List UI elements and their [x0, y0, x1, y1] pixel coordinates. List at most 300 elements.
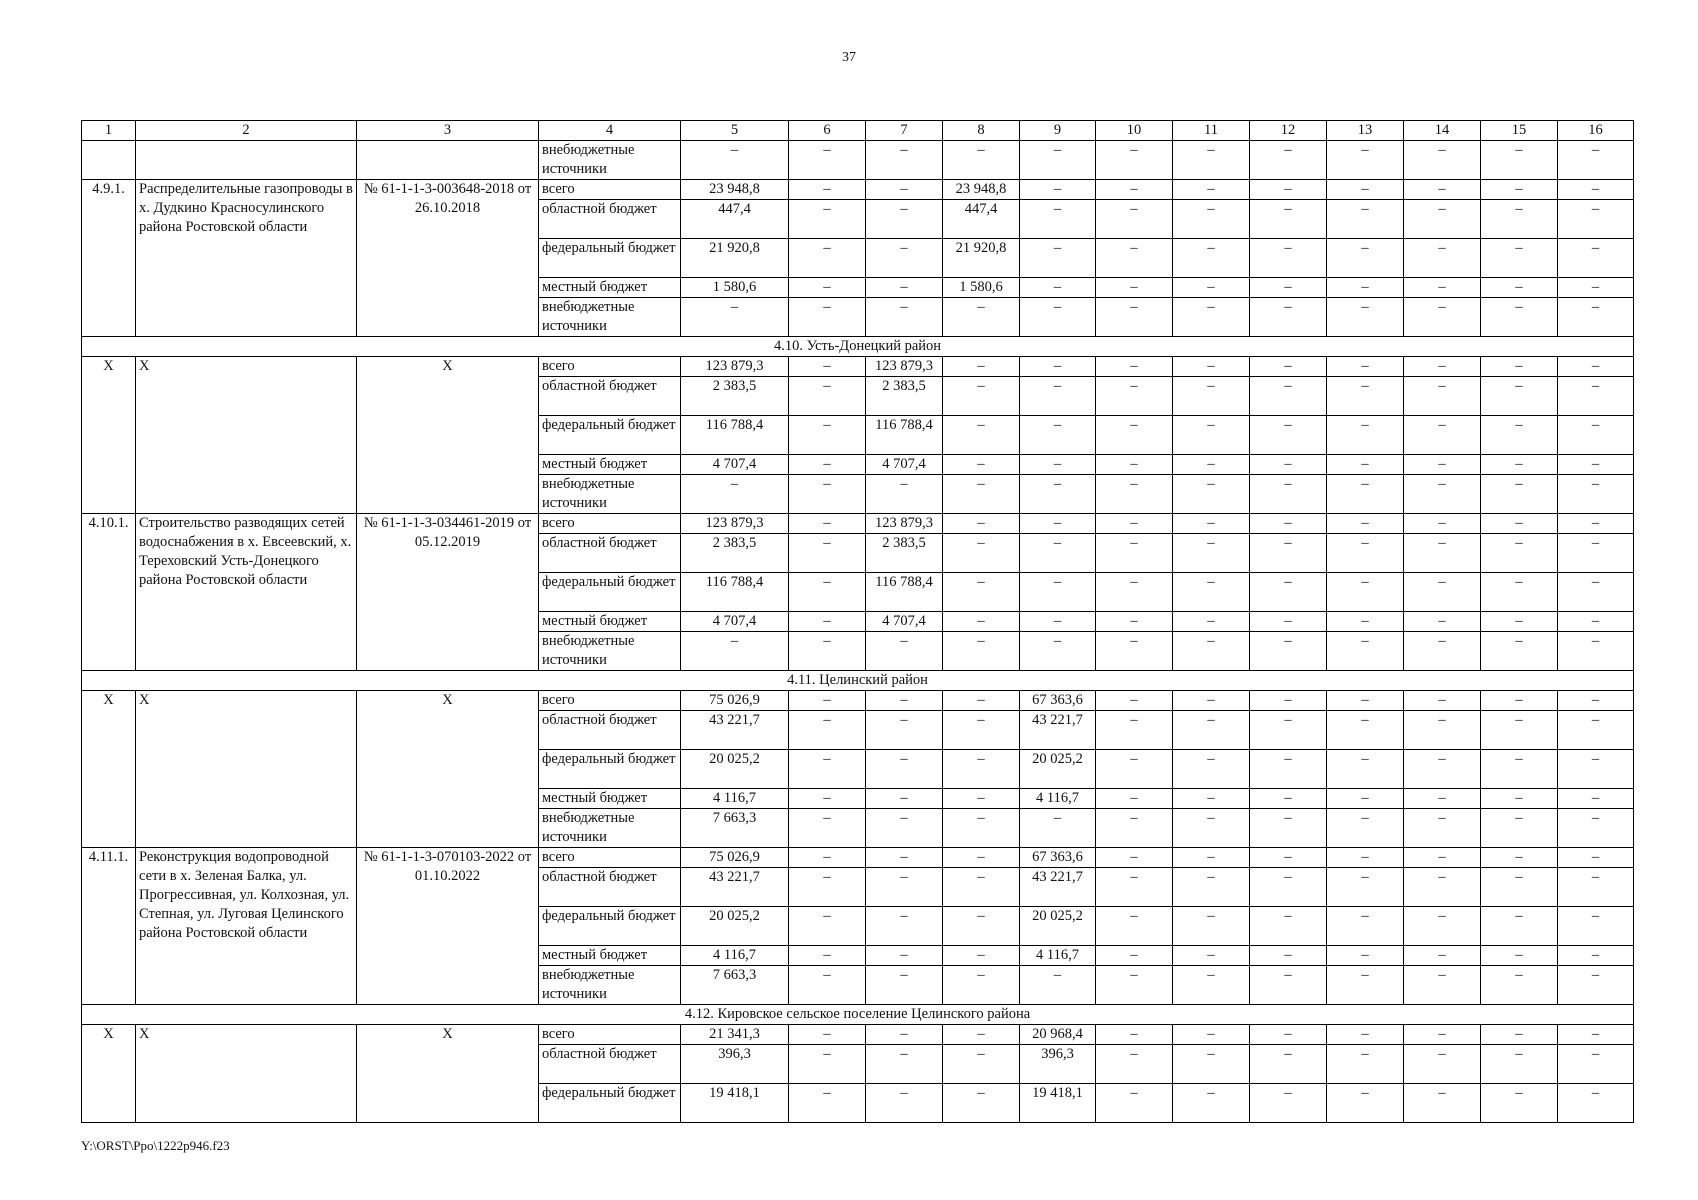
value-cell: –	[1327, 475, 1404, 514]
value-cell: –	[1020, 809, 1096, 848]
value-cell: –	[1558, 946, 1634, 966]
value-cell: –	[1481, 848, 1558, 868]
value-cell: –	[1096, 868, 1173, 907]
value-cell: –	[1481, 868, 1558, 907]
value-cell: –	[943, 475, 1020, 514]
value-cell: –	[1404, 711, 1481, 750]
value-cell: –	[1096, 750, 1173, 789]
value-cell: –	[1558, 1025, 1634, 1045]
value-cell: –	[1250, 278, 1327, 298]
value-cell: 7 663,3	[681, 809, 789, 848]
table-row	[82, 514, 1634, 534]
value-cell: 2 383,5	[681, 534, 789, 573]
value-cell: –	[1173, 750, 1250, 789]
value-cell: –	[1173, 278, 1250, 298]
value-cell: –	[1020, 514, 1096, 534]
value-cell: –	[943, 534, 1020, 573]
value-cell: 2 383,5	[866, 534, 943, 573]
funding-source: всего	[539, 357, 681, 377]
value-cell: –	[1250, 1025, 1327, 1045]
value-cell: –	[789, 1045, 866, 1084]
value-cell: –	[1096, 711, 1173, 750]
value-cell: –	[789, 809, 866, 848]
item-number: X	[82, 691, 136, 848]
value-cell: –	[789, 1025, 866, 1045]
value-cell: –	[866, 1084, 943, 1123]
funding-source: местный бюджет	[539, 455, 681, 475]
value-cell: –	[789, 1084, 866, 1123]
value-cell: –	[1327, 750, 1404, 789]
value-cell: –	[1020, 200, 1096, 239]
value-cell: –	[1481, 612, 1558, 632]
value-cell: –	[1481, 907, 1558, 946]
value-cell: –	[1173, 239, 1250, 278]
value-cell: –	[1250, 691, 1327, 711]
value-cell: –	[789, 789, 866, 809]
value-cell: 67 363,6	[1020, 848, 1096, 868]
value-cell: –	[1481, 357, 1558, 377]
value-cell: –	[1096, 691, 1173, 711]
value-cell: 20 968,4	[1020, 1025, 1096, 1045]
value-cell: –	[866, 750, 943, 789]
column-number: 16	[1558, 121, 1634, 141]
value-cell: –	[866, 278, 943, 298]
value-cell: –	[1250, 534, 1327, 573]
value-cell: –	[1096, 1025, 1173, 1045]
column-number: 10	[1096, 121, 1173, 141]
value-cell: –	[943, 514, 1020, 534]
value-cell: –	[1481, 514, 1558, 534]
funding-source: областной бюджет	[539, 200, 681, 239]
value-cell: –	[1250, 416, 1327, 455]
value-cell: –	[1020, 377, 1096, 416]
value-cell: 123 879,3	[681, 514, 789, 534]
value-cell: –	[1558, 691, 1634, 711]
value-cell: –	[1020, 180, 1096, 200]
value-cell: –	[943, 966, 1020, 1005]
value-cell: –	[1558, 573, 1634, 612]
value-cell: –	[681, 141, 789, 180]
value-cell: 20 025,2	[1020, 907, 1096, 946]
value-cell: –	[866, 946, 943, 966]
value-cell: –	[1173, 514, 1250, 534]
value-cell: –	[1404, 141, 1481, 180]
value-cell: –	[1173, 632, 1250, 671]
value-cell: –	[1173, 180, 1250, 200]
value-cell: –	[1558, 1045, 1634, 1084]
value-cell: –	[1096, 632, 1173, 671]
value-cell: –	[1404, 239, 1481, 278]
value-cell: 23 948,8	[681, 180, 789, 200]
value-cell: –	[943, 141, 1020, 180]
funding-source: федеральный бюджет	[539, 1084, 681, 1123]
value-cell: –	[943, 632, 1020, 671]
budget-table	[81, 120, 1634, 1123]
value-cell: –	[1558, 868, 1634, 907]
value-cell: –	[1404, 1025, 1481, 1045]
value-cell: –	[1404, 377, 1481, 416]
value-cell: –	[1096, 357, 1173, 377]
value-cell: 4 116,7	[1020, 789, 1096, 809]
value-cell: –	[1173, 1025, 1250, 1045]
value-cell: –	[1096, 1045, 1173, 1084]
value-cell: –	[1558, 750, 1634, 789]
value-cell: –	[1327, 1084, 1404, 1123]
value-cell: –	[1558, 377, 1634, 416]
value-cell: –	[1404, 1084, 1481, 1123]
value-cell: –	[1020, 632, 1096, 671]
column-number: 3	[357, 121, 539, 141]
value-cell: –	[943, 750, 1020, 789]
value-cell: –	[943, 1025, 1020, 1045]
value-cell: –	[1096, 848, 1173, 868]
value-cell: 75 026,9	[681, 691, 789, 711]
value-cell: –	[1250, 632, 1327, 671]
value-cell: 19 418,1	[681, 1084, 789, 1123]
value-cell: –	[1481, 711, 1558, 750]
object-name: X	[136, 691, 357, 848]
value-cell: –	[789, 298, 866, 337]
value-cell: –	[789, 848, 866, 868]
value-cell: –	[1404, 455, 1481, 475]
value-cell: 4 707,4	[681, 612, 789, 632]
value-cell: –	[1558, 239, 1634, 278]
value-cell: –	[1481, 632, 1558, 671]
value-cell: –	[1096, 514, 1173, 534]
column-number: 9	[1020, 121, 1096, 141]
value-cell: –	[1327, 180, 1404, 200]
table-row	[82, 357, 1634, 377]
column-number: 2	[136, 121, 357, 141]
value-cell: –	[1404, 534, 1481, 573]
value-cell: –	[1327, 200, 1404, 239]
value-cell: –	[1481, 200, 1558, 239]
value-cell: –	[866, 141, 943, 180]
funding-source: внебюджетные источники	[539, 141, 681, 180]
value-cell: –	[1173, 416, 1250, 455]
column-number: 1	[82, 121, 136, 141]
value-cell: –	[1327, 455, 1404, 475]
value-cell: –	[1327, 632, 1404, 671]
value-cell: –	[866, 809, 943, 848]
value-cell: –	[1250, 298, 1327, 337]
funding-source: всего	[539, 180, 681, 200]
page-number: 37	[842, 50, 856, 65]
value-cell: –	[789, 534, 866, 573]
value-cell: –	[1327, 966, 1404, 1005]
value-cell: –	[1020, 357, 1096, 377]
value-cell: –	[943, 357, 1020, 377]
value-cell: –	[1481, 278, 1558, 298]
empty-cell	[357, 141, 539, 180]
value-cell: –	[1096, 455, 1173, 475]
value-cell: –	[1481, 455, 1558, 475]
value-cell: –	[1173, 455, 1250, 475]
value-cell: –	[1020, 141, 1096, 180]
value-cell: –	[943, 1045, 1020, 1084]
value-cell: –	[1481, 966, 1558, 1005]
funding-source: федеральный бюджет	[539, 239, 681, 278]
value-cell: –	[1558, 632, 1634, 671]
value-cell: –	[1020, 534, 1096, 573]
value-cell: –	[1481, 141, 1558, 180]
value-cell: 21 920,8	[943, 239, 1020, 278]
value-cell: –	[789, 357, 866, 377]
value-cell: –	[1173, 357, 1250, 377]
object-name: Реконструкция водопроводной сети в х. Зеленая Балка, ул. Прогрессивная, ул. Колхозная, ул. Степная, ул. Луговая Целинского района Ростовской области	[136, 848, 357, 1005]
empty-cell	[136, 141, 357, 180]
value-cell: –	[1173, 966, 1250, 1005]
value-cell: 20 025,2	[681, 907, 789, 946]
value-cell: 23 948,8	[943, 180, 1020, 200]
item-number: 4.10.1.	[82, 514, 136, 671]
value-cell: –	[943, 711, 1020, 750]
value-cell: –	[1558, 200, 1634, 239]
value-cell: 75 026,9	[681, 848, 789, 868]
value-cell: –	[1558, 416, 1634, 455]
value-cell: 396,3	[681, 1045, 789, 1084]
object-name: Строительство разводящих сетей водоснабжения в х. Евсеевский, х. Тереховский Усть-Донецкого района Ростовской области	[136, 514, 357, 671]
value-cell: –	[866, 1025, 943, 1045]
value-cell: –	[943, 573, 1020, 612]
value-cell: –	[1327, 809, 1404, 848]
value-cell: –	[1096, 612, 1173, 632]
value-cell: –	[1481, 239, 1558, 278]
item-number: 4.9.1.	[82, 180, 136, 337]
value-cell: 43 221,7	[1020, 868, 1096, 907]
value-cell: –	[1250, 141, 1327, 180]
value-cell: –	[1327, 1045, 1404, 1084]
value-cell: –	[1481, 377, 1558, 416]
table-row	[82, 691, 1634, 711]
value-cell: 20 025,2	[1020, 750, 1096, 789]
value-cell: 1 580,6	[943, 278, 1020, 298]
value-cell: 1 580,6	[681, 278, 789, 298]
value-cell: 21 920,8	[681, 239, 789, 278]
value-cell: –	[1173, 907, 1250, 946]
value-cell: –	[943, 907, 1020, 946]
funding-source: федеральный бюджет	[539, 750, 681, 789]
value-cell: –	[789, 946, 866, 966]
value-cell: –	[1558, 848, 1634, 868]
value-cell: –	[1404, 789, 1481, 809]
value-cell: –	[1250, 573, 1327, 612]
value-cell: –	[789, 632, 866, 671]
value-cell: –	[789, 966, 866, 1005]
value-cell: –	[943, 377, 1020, 416]
section-row	[82, 671, 1634, 691]
value-cell: –	[1173, 789, 1250, 809]
value-cell: –	[1096, 789, 1173, 809]
value-cell: –	[1558, 357, 1634, 377]
funding-source: областной бюджет	[539, 534, 681, 573]
value-cell: –	[866, 475, 943, 514]
value-cell: 396,3	[1020, 1045, 1096, 1084]
value-cell: 116 788,4	[681, 573, 789, 612]
value-cell: –	[943, 789, 1020, 809]
value-cell: –	[866, 239, 943, 278]
value-cell: 43 221,7	[1020, 711, 1096, 750]
value-cell: –	[1481, 573, 1558, 612]
column-number: 8	[943, 121, 1020, 141]
value-cell: –	[1096, 377, 1173, 416]
value-cell: –	[1481, 691, 1558, 711]
value-cell: –	[866, 848, 943, 868]
value-cell: –	[789, 711, 866, 750]
value-cell: –	[1020, 298, 1096, 337]
value-cell: –	[1020, 966, 1096, 1005]
object-name: X	[136, 1025, 357, 1123]
value-cell: –	[1250, 789, 1327, 809]
value-cell: –	[1250, 868, 1327, 907]
value-cell: –	[1327, 946, 1404, 966]
object-name: Распределительные газопроводы в х. Дудкино Красносулинского района Ростовской области	[136, 180, 357, 337]
value-cell: –	[943, 946, 1020, 966]
value-cell: –	[1558, 612, 1634, 632]
section-row	[82, 337, 1634, 357]
column-number: 12	[1250, 121, 1327, 141]
value-cell: –	[1404, 514, 1481, 534]
value-cell: –	[1250, 180, 1327, 200]
value-cell: –	[1404, 946, 1481, 966]
value-cell: –	[1173, 848, 1250, 868]
value-cell: –	[1173, 946, 1250, 966]
value-cell: –	[1481, 809, 1558, 848]
document-reference: № 61-1-1-3-070103-2022 от 01.10.2022	[357, 848, 539, 1005]
value-cell: –	[1173, 691, 1250, 711]
value-cell: –	[866, 200, 943, 239]
funding-source: местный бюджет	[539, 612, 681, 632]
value-cell: –	[1558, 809, 1634, 848]
value-cell: –	[1250, 200, 1327, 239]
file-path-footer: Y:\ORST\Ppo\1222p946.f23	[81, 1138, 230, 1153]
value-cell: –	[1404, 573, 1481, 612]
value-cell: –	[1250, 357, 1327, 377]
value-cell: –	[943, 612, 1020, 632]
column-number: 7	[866, 121, 943, 141]
section-title: 4.11. Целинский район	[82, 671, 1634, 691]
value-cell: –	[943, 868, 1020, 907]
funding-source: внебюджетные источники	[539, 966, 681, 1005]
value-cell: –	[943, 691, 1020, 711]
value-cell: –	[1173, 809, 1250, 848]
section-title: 4.10. Усть-Донецкий район	[82, 337, 1634, 357]
item-number: 4.11.1.	[82, 848, 136, 1005]
value-cell: –	[1173, 868, 1250, 907]
value-cell: –	[1327, 416, 1404, 455]
value-cell: 4 116,7	[1020, 946, 1096, 966]
value-cell: –	[1096, 298, 1173, 337]
value-cell: –	[789, 514, 866, 534]
value-cell: –	[789, 278, 866, 298]
value-cell: –	[1250, 907, 1327, 946]
value-cell: –	[1404, 868, 1481, 907]
value-cell: –	[1404, 750, 1481, 789]
funding-source: местный бюджет	[539, 278, 681, 298]
table-row	[82, 1025, 1634, 1045]
value-cell: 447,4	[681, 200, 789, 239]
value-cell: –	[681, 632, 789, 671]
column-number: 13	[1327, 121, 1404, 141]
value-cell: –	[1250, 711, 1327, 750]
value-cell: –	[1558, 534, 1634, 573]
value-cell: –	[1020, 475, 1096, 514]
value-cell: –	[789, 868, 866, 907]
value-cell: –	[1481, 475, 1558, 514]
value-cell: –	[1481, 180, 1558, 200]
value-cell: –	[1404, 200, 1481, 239]
value-cell: –	[1558, 298, 1634, 337]
value-cell: –	[866, 868, 943, 907]
value-cell: 67 363,6	[1020, 691, 1096, 711]
value-cell: –	[943, 1084, 1020, 1123]
value-cell: 43 221,7	[681, 711, 789, 750]
document-reference: X	[357, 357, 539, 514]
value-cell: –	[1404, 298, 1481, 337]
value-cell: –	[1558, 1084, 1634, 1123]
funding-source: внебюджетные источники	[539, 809, 681, 848]
value-cell: –	[789, 200, 866, 239]
value-cell: –	[1327, 1025, 1404, 1045]
value-cell: –	[1173, 141, 1250, 180]
value-cell: –	[866, 966, 943, 1005]
value-cell: 20 025,2	[681, 750, 789, 789]
value-cell: –	[866, 711, 943, 750]
value-cell: –	[1096, 239, 1173, 278]
value-cell: –	[866, 298, 943, 337]
table-row	[82, 180, 1634, 200]
value-cell: –	[1558, 966, 1634, 1005]
value-cell: –	[866, 1045, 943, 1084]
section-title: 4.12. Кировское сельское поселение Целинского района	[82, 1005, 1634, 1025]
value-cell: –	[1558, 141, 1634, 180]
value-cell: –	[866, 907, 943, 946]
value-cell: –	[943, 848, 1020, 868]
value-cell: –	[1250, 455, 1327, 475]
value-cell: –	[1096, 416, 1173, 455]
value-cell: –	[1327, 278, 1404, 298]
value-cell: –	[1327, 711, 1404, 750]
value-cell: –	[1173, 1084, 1250, 1123]
item-number: X	[82, 357, 136, 514]
value-cell: –	[1173, 612, 1250, 632]
value-cell: –	[1327, 691, 1404, 711]
value-cell: –	[1173, 475, 1250, 514]
value-cell: –	[1173, 534, 1250, 573]
value-cell: –	[1020, 455, 1096, 475]
value-cell: –	[789, 377, 866, 416]
value-cell: –	[1327, 789, 1404, 809]
value-cell: –	[1096, 278, 1173, 298]
value-cell: –	[1173, 711, 1250, 750]
value-cell: –	[1558, 907, 1634, 946]
value-cell: –	[1404, 691, 1481, 711]
value-cell: –	[1481, 1084, 1558, 1123]
value-cell: –	[789, 180, 866, 200]
value-cell: –	[1173, 1045, 1250, 1084]
value-cell: –	[1404, 848, 1481, 868]
value-cell: –	[1481, 534, 1558, 573]
value-cell: –	[1327, 868, 1404, 907]
value-cell: 116 788,4	[866, 573, 943, 612]
value-cell: –	[1404, 966, 1481, 1005]
funding-source: областной бюджет	[539, 868, 681, 907]
value-cell: –	[1558, 711, 1634, 750]
table-row	[82, 141, 1634, 180]
value-cell: 2 383,5	[866, 377, 943, 416]
value-cell: 21 341,3	[681, 1025, 789, 1045]
value-cell: –	[1558, 278, 1634, 298]
